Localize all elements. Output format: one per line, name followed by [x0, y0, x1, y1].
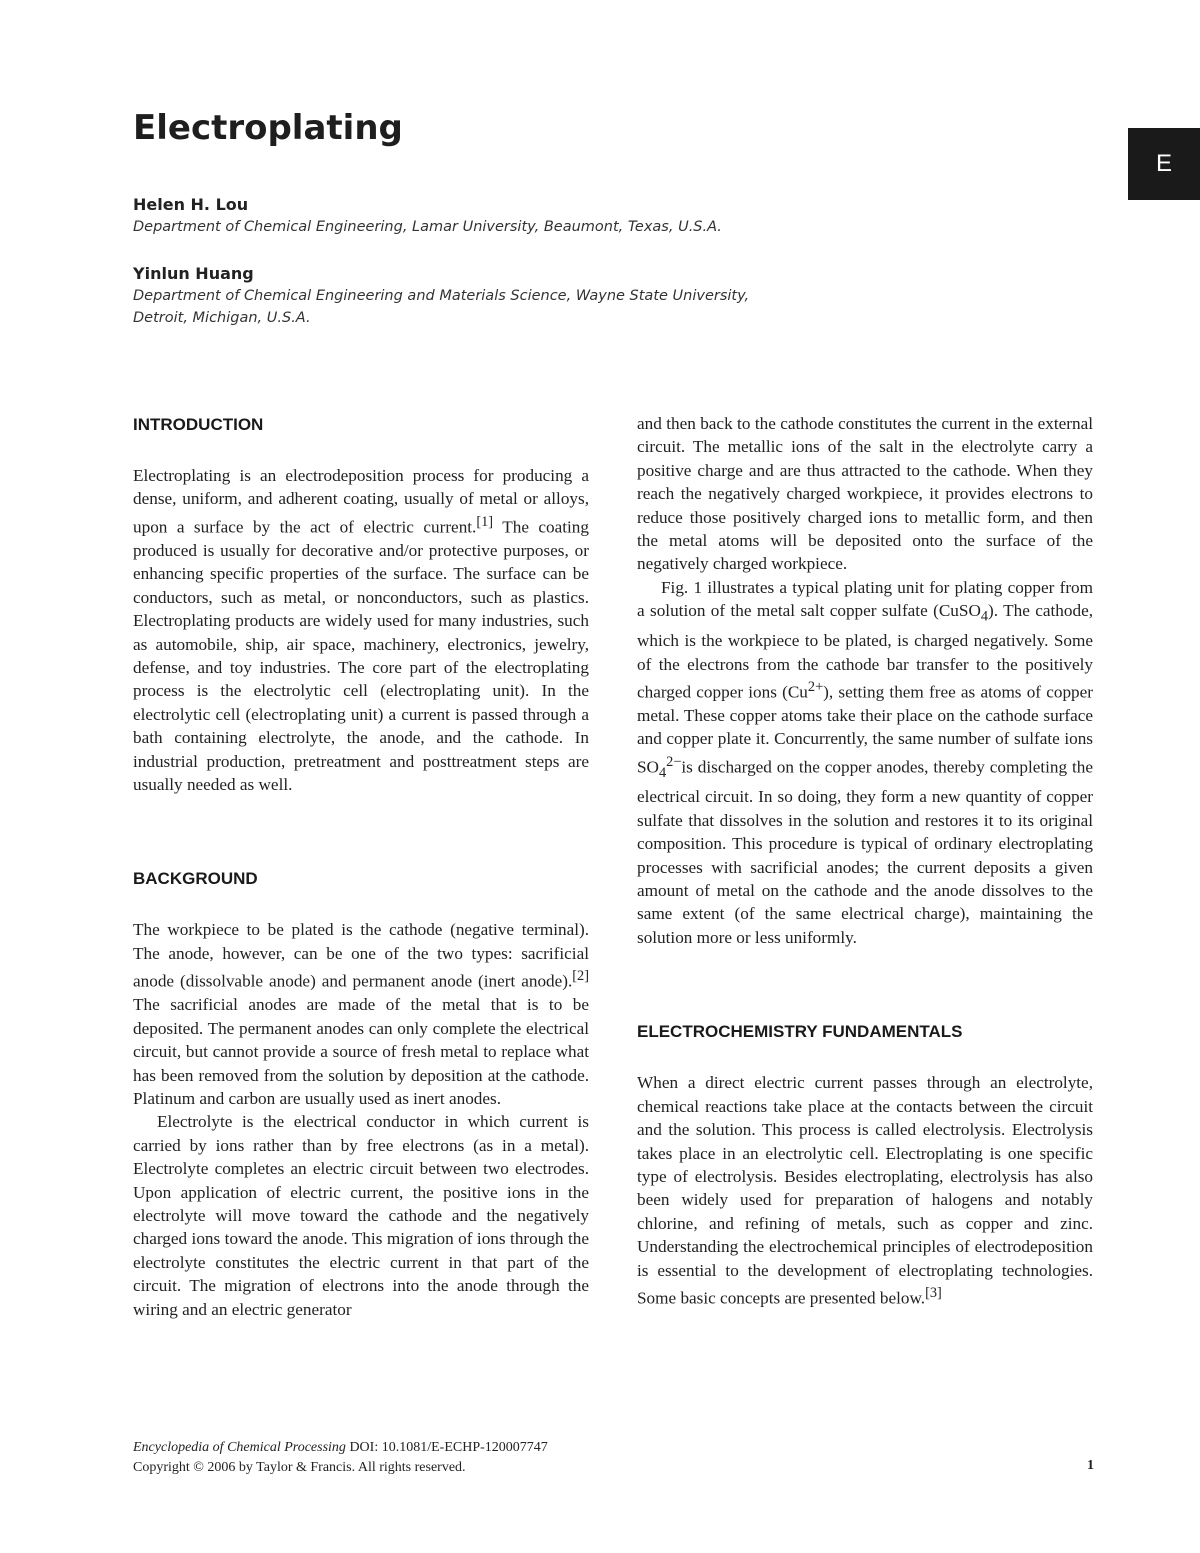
section-heading-electrochemistry: ELECTROCHEMISTRY FUNDAMENTALS: [637, 1022, 963, 1042]
section-heading-background: BACKGROUND: [133, 869, 258, 889]
citation-ref: [3]: [925, 1284, 942, 1301]
doi: DOI: 10.1081/E-ECHP-120007747: [345, 1440, 548, 1455]
copyright-line: Copyright © 2006 by Taylor & Francis. All rights reserved.: [133, 1460, 466, 1475]
affiliation-line: Detroit, Michigan, U.S.A.: [133, 310, 311, 326]
author-name: Helen H. Lou: [133, 195, 249, 214]
background-paragraph: The workpiece to be plated is the cathode (negative terminal). The anode, however, can be one of the two types: sacrificial anode (dissolvable anode) and permanent anode (inert anode).[2] The sacrificial anodes are made of the metal that is to be deposited. The permanent anodes can only complete the electrical circuit, but cannot provide a source of fresh metal to replace what has been removed from the solution by deposition at the cathode. Platinum and carbon are usually used as inert anodes.: [133, 920, 589, 1108]
background-paragraph: Electrolyte is the electrical conductor in which current is carried by ions rather than by free electrons (as in a metal). Electrolyte completes an electric circuit between two electrodes. Upon application of electric current, the positive ions in the electrolyte will move toward the cathode and the negatively charged ions toward the anode. This migration of ions through the electrolyte constitutes the electric current in that part of the circuit. The migration of electrons into the anode through the wiring and an electric generator: [133, 1112, 589, 1319]
page-footer: [133, 1438, 548, 1478]
left-column: [133, 412, 589, 1321]
author-affiliation: [133, 285, 749, 329]
affiliation-line: Department of Chemical Engineering and Materials Science, Wayne State University,: [133, 288, 750, 304]
citation-line: [133, 1438, 548, 1458]
citation-ref: [2]: [572, 968, 589, 985]
section-letter-tab: E: [1128, 128, 1200, 200]
background-paragraph-continued: and then back to the cathode constitutes the current in the external circuit. The metallic ions of the salt in the electrolyte carry a positive charge and are thus attracted to the cathode. When they reach the negatively charged workpiece, it provides electrons to reduce those positively charged ions to metallic form, and then the metal atoms will be deposited onto the surface of the negatively charged workpiece.: [637, 414, 1093, 574]
citation-ref: [1]: [476, 513, 494, 530]
page-number: 1: [1087, 1458, 1094, 1473]
author-affiliation: [133, 216, 722, 238]
section-heading-introduction: INTRODUCTION: [133, 415, 264, 434]
right-column: [637, 412, 1093, 1310]
background-paragraph: Fig. 1 illustrates a typical plating unit for plating copper from a solution of the metal salt copper sulfate (CuSO$_4$). The cathode, which is the workpiece to be plated, is charged negatively. Some of the electrons from the cathode bar transfer to the positively charged copper ions $(Cu^{2+})$, setting them free as atoms of copper metal. These copper atoms take their place on the cathode surface and copper plate it. Concurrently, the same number of sulfate ions $SO_4^{2-}is$ discharged on the copper anodes, thereby completing the electrical circuit. In so doing, they form a new quantity of copper sulfate that dissolves in the solution and restores it to its original composition. This procedure is typical of ordinary electroplating processes with sacrificial anodes; the current deposits a given amount of metal on the cathode and the anode dissolves to the same extent (of the same electrical charge), maintaining the solution more or less uniformly.: [637, 577, 1093, 947]
journal-name: Encyclopedia of Chemical Processing: [133, 1440, 346, 1455]
electrochemistry-paragraph: When a direct electric current passes through an electrolyte, chemical reactions take place at the contacts between the circuit and the solution. This process is called electrolysis. Electrolysis takes place in an electrolytic cell. Electroplating is one specific type of electrolysis. Besides electroplating, electrolysis has also been widely used for preparation of halogens and notably chlorine, and refining of metals, such as copper and zinc. Understanding the electrochemical principles of electrodeposition is essential to the development of electroplating technologies. Some basic concepts are presented below.[3]: [637, 1073, 1093, 1308]
article-title: Electroplating: [133, 108, 403, 148]
author-name: Yinlun Huang: [133, 264, 254, 283]
affiliation-line: Department of Chemical Engineering, Lamar University, Beaumont, Texas, U.S.A.: [133, 219, 722, 235]
introduction-paragraph: Electroplating is an electrodeposition process for producing a dense, uniform, and adherent coating, usually of metal or alloys, upon a surface by the act of electric current.[1] The coating produced is usually for decorative and/or protective purposes, or enhancing specific properties of the surface. The surface can be conductors, such as metal, or nonconductors, such as plastics. Electroplating products are widely used for many industries, such as automobile, ship, air space, machinery, electronics, jewelry, defense, and toy industries. The core part of the electroplating process is the electrolytic cell (electroplating unit). In the electrolytic cell (electroplating unit) a current is passed through a bath containing electrolyte, the anode, and the cathode. In industrial production, pretreatment and posttreatment steps are usually needed as well.: [133, 466, 589, 795]
